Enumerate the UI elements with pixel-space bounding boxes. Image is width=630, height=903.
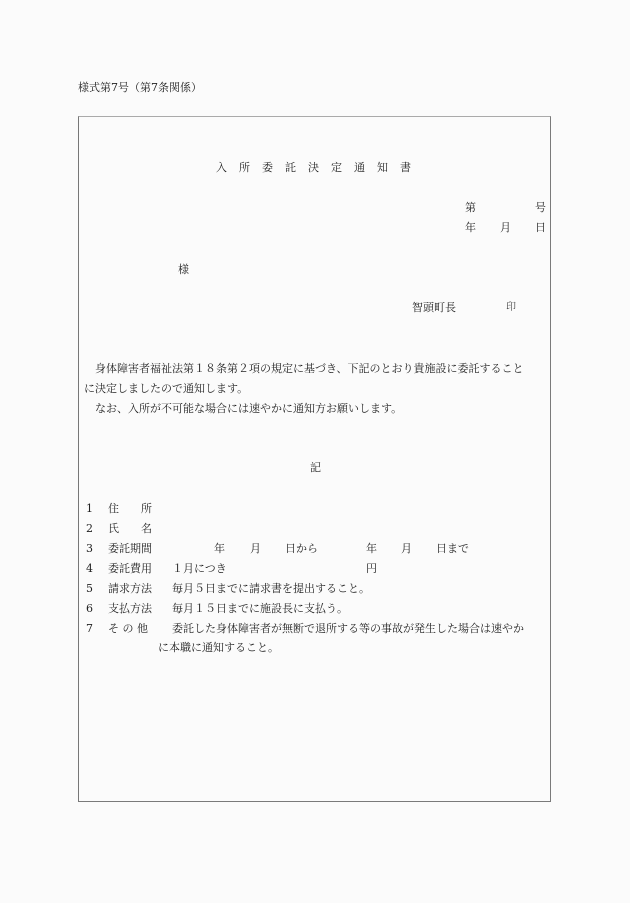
item-fee — [86, 562, 546, 576]
period-from-year: 年 — [214, 542, 225, 555]
date-year: 年 — [465, 221, 476, 234]
number-suffix: 号 — [535, 201, 546, 214]
ki-heading: 記 — [310, 461, 321, 474]
date-month: 月 — [500, 221, 511, 234]
item-payment — [86, 602, 546, 616]
item-period — [86, 542, 546, 556]
item-other — [86, 622, 546, 636]
document-title: 入所委託決定通知書 — [216, 161, 423, 174]
item-number: 3 — [86, 542, 93, 555]
period-from-month: 月 — [250, 542, 261, 555]
item-number: 5 — [86, 582, 93, 595]
item-number: 4 — [86, 562, 93, 575]
issuer-name: 智頭町長 — [412, 301, 456, 314]
addressee-suffix: 様 — [178, 263, 189, 276]
date-day: 日 — [535, 221, 546, 234]
item-label: 住 所 — [108, 502, 152, 515]
item-number: 2 — [86, 522, 93, 535]
seal-mark: 印 — [506, 302, 516, 313]
item-address — [86, 502, 546, 516]
item-number: 7 — [86, 622, 93, 635]
item-label: 委託費用 — [108, 562, 152, 575]
item-label: 請求方法 — [108, 582, 152, 595]
period-to-month: 月 — [401, 542, 412, 555]
item-value-continued: に本職に通知すること。 — [158, 641, 279, 654]
body-line-1: 身体障害者福祉法第１８条第２項の規定に基づき、下記のとおり貴施設に委託すること — [95, 362, 524, 375]
item-label: 氏 名 — [108, 522, 152, 535]
item-label: 支払方法 — [108, 602, 152, 615]
number-prefix: 第 — [465, 201, 476, 214]
document-frame — [78, 116, 551, 802]
form-number: 様式第7号（第7条関係） — [78, 81, 202, 94]
item-value: 毎月１５日までに施設長に支払う。 — [172, 602, 348, 615]
item-value: １月につき — [172, 562, 227, 575]
period-from-day: 日から — [285, 542, 318, 555]
fee-unit: 円 — [366, 562, 377, 575]
item-value: 委託した身体障害者が無断で退所する等の事故が発生した場合は速やか — [172, 622, 524, 635]
item-number: 6 — [86, 602, 93, 615]
period-to-day: 日まで — [436, 542, 469, 555]
body-line-2: に決定しましたので通知します。 — [84, 382, 249, 395]
period-to-year: 年 — [366, 542, 377, 555]
item-name — [86, 522, 546, 536]
item-number: 1 — [86, 502, 93, 515]
item-other-continued — [86, 641, 546, 655]
item-value: 毎月５日までに請求書を提出すること。 — [172, 582, 370, 595]
item-label: そ の 他 — [108, 622, 148, 635]
item-billing — [86, 582, 546, 596]
item-label: 委託期間 — [108, 542, 152, 555]
body-line-3: なお、入所が不可能な場合には速やかに通知方お願いします。 — [95, 402, 403, 415]
